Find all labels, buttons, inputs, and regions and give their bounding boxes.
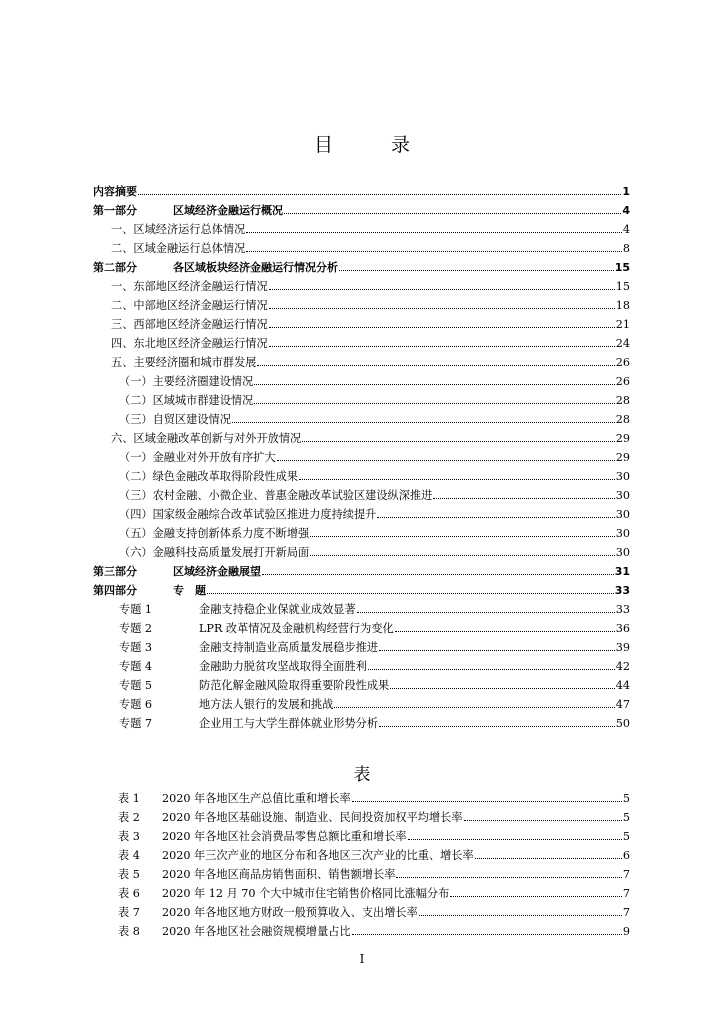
dot-leader bbox=[207, 593, 614, 594]
dot-leader bbox=[284, 213, 621, 214]
dot-leader bbox=[138, 194, 621, 195]
toc-entry[interactable] bbox=[93, 332, 630, 351]
dot-leader bbox=[352, 934, 622, 935]
toc-entry-page: 28 bbox=[615, 413, 630, 426]
toc-entry-title: 企业用工与大学生群体就业形势分析 bbox=[199, 717, 379, 730]
toc-entry-number: 第二部分 bbox=[93, 261, 137, 274]
toc-entry-label bbox=[119, 603, 356, 617]
dot-leader bbox=[408, 839, 622, 840]
table-entry-number: 表 3 bbox=[118, 830, 140, 843]
toc-entry-page: 30 bbox=[615, 546, 630, 559]
dot-leader bbox=[352, 801, 622, 802]
toc-entry-page: 26 bbox=[615, 356, 630, 369]
table-entry-number: 表 5 bbox=[118, 868, 140, 881]
toc-entry-number: 专题 6 bbox=[119, 698, 153, 711]
toc-entry-page: 30 bbox=[615, 470, 630, 483]
toc-entry-title: 区域经济金融运行概况 bbox=[173, 204, 283, 217]
toc-entry-label bbox=[111, 318, 268, 332]
dot-leader bbox=[232, 422, 615, 423]
dot-leader bbox=[302, 441, 615, 442]
dot-leader bbox=[419, 915, 622, 916]
toc-entry-page: 29 bbox=[615, 432, 630, 445]
dot-leader bbox=[277, 460, 615, 461]
toc-entry-page: 30 bbox=[615, 508, 630, 521]
table-entry-number: 表 4 bbox=[118, 849, 140, 862]
toc-entry-label bbox=[93, 204, 283, 218]
toc-entry-label bbox=[119, 698, 333, 712]
table-entry-label bbox=[118, 849, 474, 863]
toc-entry-page: 15 bbox=[614, 261, 630, 274]
table-entry-number: 表 2 bbox=[118, 811, 140, 824]
toc-entry-label bbox=[93, 565, 261, 579]
dot-leader bbox=[310, 536, 615, 537]
dot-leader bbox=[475, 858, 622, 859]
toc-entry-number: 专题 1 bbox=[119, 603, 153, 616]
toc-entry-label bbox=[119, 546, 309, 560]
dot-leader bbox=[433, 498, 614, 499]
toc-entry[interactable] bbox=[93, 541, 630, 560]
toc-entry-title: （一）主要经济圈建设情况 bbox=[119, 375, 254, 388]
table-entry-page: 5 bbox=[622, 792, 630, 805]
toc-entry-label bbox=[119, 413, 231, 427]
toc-entry-label bbox=[119, 451, 276, 465]
table-list-entry[interactable] bbox=[118, 825, 630, 844]
toc-entry-page: 36 bbox=[615, 622, 630, 635]
toc-entry-title: 一、区域经济运行总体情况 bbox=[111, 223, 246, 236]
toc-entry-title: 各区域板块经济金融运行情况分析 bbox=[173, 261, 338, 274]
tables-list bbox=[118, 787, 630, 939]
dot-leader bbox=[254, 384, 614, 385]
toc-entry[interactable] bbox=[93, 579, 630, 598]
toc-entry-label bbox=[119, 641, 378, 655]
toc-entry-title: （三）农村金融、小微企业、普惠金融改革试验区建设纵深推进 bbox=[119, 489, 433, 502]
toc-entry[interactable] bbox=[93, 294, 630, 313]
toc-entry-page: 50 bbox=[615, 717, 630, 730]
toc-entry[interactable] bbox=[93, 465, 630, 484]
toc-entry-page: 33 bbox=[615, 603, 630, 616]
table-list-entry[interactable] bbox=[118, 920, 630, 939]
dot-leader bbox=[395, 631, 615, 632]
toc-entry-page: 44 bbox=[615, 679, 630, 692]
toc-entry[interactable] bbox=[93, 636, 630, 655]
table-entry-title: 2020 年各地区社会融资规模增量占比 bbox=[162, 925, 351, 938]
table-entry-label bbox=[118, 868, 395, 882]
dot-leader bbox=[269, 289, 615, 290]
toc-entry-title: （二）区域城市群建设情况 bbox=[119, 394, 254, 407]
toc-entry[interactable] bbox=[93, 712, 630, 731]
dot-leader bbox=[269, 308, 615, 309]
dot-leader bbox=[396, 877, 621, 878]
toc-entry-number: 专题 7 bbox=[119, 717, 153, 730]
toc-entry-page: 18 bbox=[615, 299, 630, 312]
toc-entry-title: 金融支持稳企业保就业成效显著 bbox=[199, 603, 356, 616]
dot-leader bbox=[299, 479, 615, 480]
dot-leader bbox=[339, 270, 614, 271]
toc-entry-title: 金融助力脱贫攻坚战取得全面胜利 bbox=[199, 660, 367, 673]
dot-leader bbox=[464, 820, 622, 821]
dot-leader bbox=[246, 251, 622, 252]
toc-entry-page: 33 bbox=[614, 584, 630, 597]
table-entry-number: 表 1 bbox=[118, 792, 140, 805]
toc-entry-label bbox=[119, 375, 253, 389]
toc-entry-page: 30 bbox=[615, 489, 630, 502]
toc-entry[interactable] bbox=[93, 199, 630, 218]
toc-entry[interactable] bbox=[93, 503, 630, 522]
toc-entry[interactable] bbox=[93, 598, 630, 617]
toc-entry-page: 47 bbox=[615, 698, 630, 711]
toc-entry-label bbox=[111, 337, 268, 351]
toc-entry[interactable] bbox=[93, 313, 630, 332]
toc-entry-title: 防范化解金融风险取得重要阶段性成果 bbox=[199, 679, 390, 692]
toc-entry[interactable] bbox=[93, 560, 630, 579]
toc-entry[interactable] bbox=[93, 408, 630, 427]
table-list-entry[interactable] bbox=[118, 863, 630, 882]
table-list-entry[interactable] bbox=[118, 844, 630, 863]
dot-leader bbox=[269, 346, 615, 347]
toc-entry-page: 31 bbox=[614, 565, 630, 578]
dot-leader bbox=[262, 574, 614, 575]
toc-entry-title: 内容摘要 bbox=[93, 185, 137, 198]
toc-entry-page: 42 bbox=[615, 660, 630, 673]
toc-entry[interactable] bbox=[93, 617, 630, 636]
table-entry-title: 2020 年 12 月 70 个大中城市住宅销售价格同比涨幅分布 bbox=[162, 887, 450, 900]
toc-entry-label bbox=[119, 717, 378, 731]
toc-entry-number: 专题 2 bbox=[119, 622, 153, 635]
toc-entry-label bbox=[119, 527, 309, 541]
toc-entry-label bbox=[93, 261, 338, 275]
toc-entry-title: 区域经济金融展望 bbox=[173, 565, 261, 578]
dot-leader bbox=[310, 555, 615, 556]
toc-entry-page: 1 bbox=[622, 185, 630, 198]
table-entry-label bbox=[118, 830, 407, 844]
toc-entry-title: 金融支持制造业高质量发展稳步推进 bbox=[199, 641, 379, 654]
toc-entry-number: 专题 4 bbox=[119, 660, 153, 673]
table-of-contents bbox=[93, 180, 630, 731]
toc-entry-label bbox=[119, 489, 432, 503]
toc-entry-page: 39 bbox=[615, 641, 630, 654]
toc-entry-label bbox=[93, 584, 206, 598]
table-list-entry[interactable] bbox=[118, 901, 630, 920]
toc-entry-label bbox=[111, 223, 245, 237]
toc-entry-number: 第一部分 bbox=[93, 204, 137, 217]
toc-entry-label bbox=[111, 242, 245, 256]
toc-entry-title: （二）绿色金融改革取得阶段性成果 bbox=[119, 470, 299, 483]
toc-entry[interactable] bbox=[93, 180, 630, 199]
toc-entry-title: LPR 改革情况及金融机构经营行为变化 bbox=[199, 622, 394, 635]
dot-leader bbox=[257, 365, 614, 366]
table-entry-title: 2020 年三次产业的地区分布和各地区三次产业的比重、增长率 bbox=[162, 849, 474, 862]
table-list-entry[interactable] bbox=[118, 882, 630, 901]
toc-entry-page: 8 bbox=[622, 242, 630, 255]
toc-entry-label bbox=[119, 660, 367, 674]
dot-leader bbox=[390, 688, 615, 689]
toc-entry-title: 三、西部地区经济金融运行情况 bbox=[111, 318, 268, 331]
dot-leader bbox=[450, 896, 622, 897]
toc-entry[interactable] bbox=[93, 674, 630, 693]
toc-entry[interactable] bbox=[93, 218, 630, 237]
toc-entry-title: 二、中部地区经济金融运行情况 bbox=[111, 299, 268, 312]
table-entry-page: 7 bbox=[622, 906, 630, 919]
toc-entry[interactable] bbox=[93, 389, 630, 408]
table-entry-label bbox=[118, 887, 449, 901]
dot-leader bbox=[254, 403, 614, 404]
toc-entry-page: 26 bbox=[615, 375, 630, 388]
toc-entry-title: 一、东部地区经济金融运行情况 bbox=[111, 280, 268, 293]
page-title: 目 录 bbox=[313, 134, 437, 156]
toc-entry-page: 24 bbox=[615, 337, 630, 350]
toc-entry[interactable] bbox=[93, 237, 630, 256]
dot-leader bbox=[379, 650, 615, 651]
toc-entry-title: 专 题 bbox=[173, 584, 206, 597]
toc-entry[interactable] bbox=[93, 693, 630, 712]
table-entry-number: 表 8 bbox=[118, 925, 140, 938]
dot-leader bbox=[334, 707, 614, 708]
toc-entry[interactable] bbox=[93, 655, 630, 674]
toc-entry-label bbox=[111, 299, 268, 313]
toc-entry-label bbox=[119, 508, 376, 522]
toc-entry[interactable] bbox=[93, 370, 630, 389]
toc-entry-number: 第三部分 bbox=[93, 565, 137, 578]
dot-leader bbox=[246, 232, 622, 233]
table-entry-title: 2020 年各地区基础设施、制造业、民间投资加权平均增长率 bbox=[162, 811, 463, 824]
toc-entry-title: 二、区域金融运行总体情况 bbox=[111, 242, 246, 255]
toc-entry-title: 五、主要经济圈和城市群发展 bbox=[111, 356, 257, 369]
dot-leader bbox=[379, 726, 615, 727]
toc-entry-title: 四、东北地区经济金融运行情况 bbox=[111, 337, 268, 350]
toc-entry[interactable] bbox=[93, 351, 630, 370]
table-list-entry[interactable] bbox=[118, 806, 630, 825]
table-entry-title: 2020 年各地区生产总值比重和增长率 bbox=[162, 792, 351, 805]
dot-leader bbox=[269, 327, 615, 328]
toc-entry-title: （六）金融科技高质量发展打开新局面 bbox=[119, 546, 310, 559]
toc-entry-title: 六、区域金融改革创新与对外开放情况 bbox=[111, 432, 302, 445]
toc-entry-label bbox=[119, 622, 394, 636]
toc-entry-title: （四）国家级金融综合改革试验区推进力度持续提升 bbox=[119, 508, 377, 521]
table-entry-title: 2020 年各地区商品房销售面积、销售额增长率 bbox=[162, 868, 396, 881]
table-list-entry[interactable] bbox=[118, 787, 630, 806]
table-entry-label bbox=[118, 811, 463, 825]
table-entry-label bbox=[118, 906, 418, 920]
toc-entry-number: 第四部分 bbox=[93, 584, 137, 597]
toc-entry[interactable] bbox=[93, 446, 630, 465]
toc-entry-page: 4 bbox=[622, 223, 630, 236]
table-entry-page: 5 bbox=[622, 830, 630, 843]
toc-entry-label bbox=[111, 280, 268, 294]
toc-entry[interactable] bbox=[93, 522, 630, 541]
toc-entry-title: （一）金融业对外开放有序扩大 bbox=[119, 451, 276, 464]
table-entry-page: 5 bbox=[622, 811, 630, 824]
toc-entry-page: 30 bbox=[615, 527, 630, 540]
toc-entry-number: 专题 5 bbox=[119, 679, 153, 692]
table-entry-page: 7 bbox=[622, 887, 630, 900]
toc-entry-label bbox=[111, 432, 301, 446]
table-entry-page: 6 bbox=[622, 849, 630, 862]
toc-entry-label bbox=[119, 394, 253, 408]
dot-leader bbox=[357, 612, 615, 613]
table-entry-number: 表 6 bbox=[118, 887, 140, 900]
dot-leader bbox=[377, 517, 614, 518]
toc-entry[interactable] bbox=[93, 427, 630, 446]
page-number: I bbox=[359, 952, 365, 966]
toc-entry-label bbox=[119, 470, 298, 484]
toc-entry-number: 专题 3 bbox=[119, 641, 153, 654]
table-entry-label bbox=[118, 792, 351, 806]
dot-leader bbox=[368, 669, 615, 670]
toc-entry-page: 28 bbox=[615, 394, 630, 407]
toc-entry[interactable] bbox=[93, 275, 630, 294]
toc-entry[interactable] bbox=[93, 484, 630, 503]
table-entry-title: 2020 年各地区地方财政一般预算收入、支出增长率 bbox=[162, 906, 418, 919]
toc-entry-label bbox=[93, 185, 137, 199]
toc-entry-title: 地方法人银行的发展和挑战 bbox=[199, 698, 334, 711]
toc-entry-title: （三）自贸区建设情况 bbox=[119, 413, 231, 426]
table-entry-number: 表 7 bbox=[118, 906, 140, 919]
table-entry-title: 2020 年各地区社会消费品零售总额比重和增长率 bbox=[162, 830, 407, 843]
toc-entry-page: 4 bbox=[622, 204, 630, 217]
toc-entry-title: （五）金融支持创新体系力度不断增强 bbox=[119, 527, 310, 540]
toc-entry-page: 15 bbox=[615, 280, 630, 293]
toc-entry-label bbox=[119, 679, 389, 693]
toc-entry-page: 29 bbox=[615, 451, 630, 464]
table-entry-page: 7 bbox=[622, 868, 630, 881]
table-entry-page: 9 bbox=[622, 925, 630, 938]
toc-entry[interactable] bbox=[93, 256, 630, 275]
toc-entry-label bbox=[111, 356, 256, 370]
table-entry-label bbox=[118, 925, 351, 939]
tables-section-title: 表 bbox=[353, 765, 371, 785]
toc-entry-page: 21 bbox=[615, 318, 630, 331]
